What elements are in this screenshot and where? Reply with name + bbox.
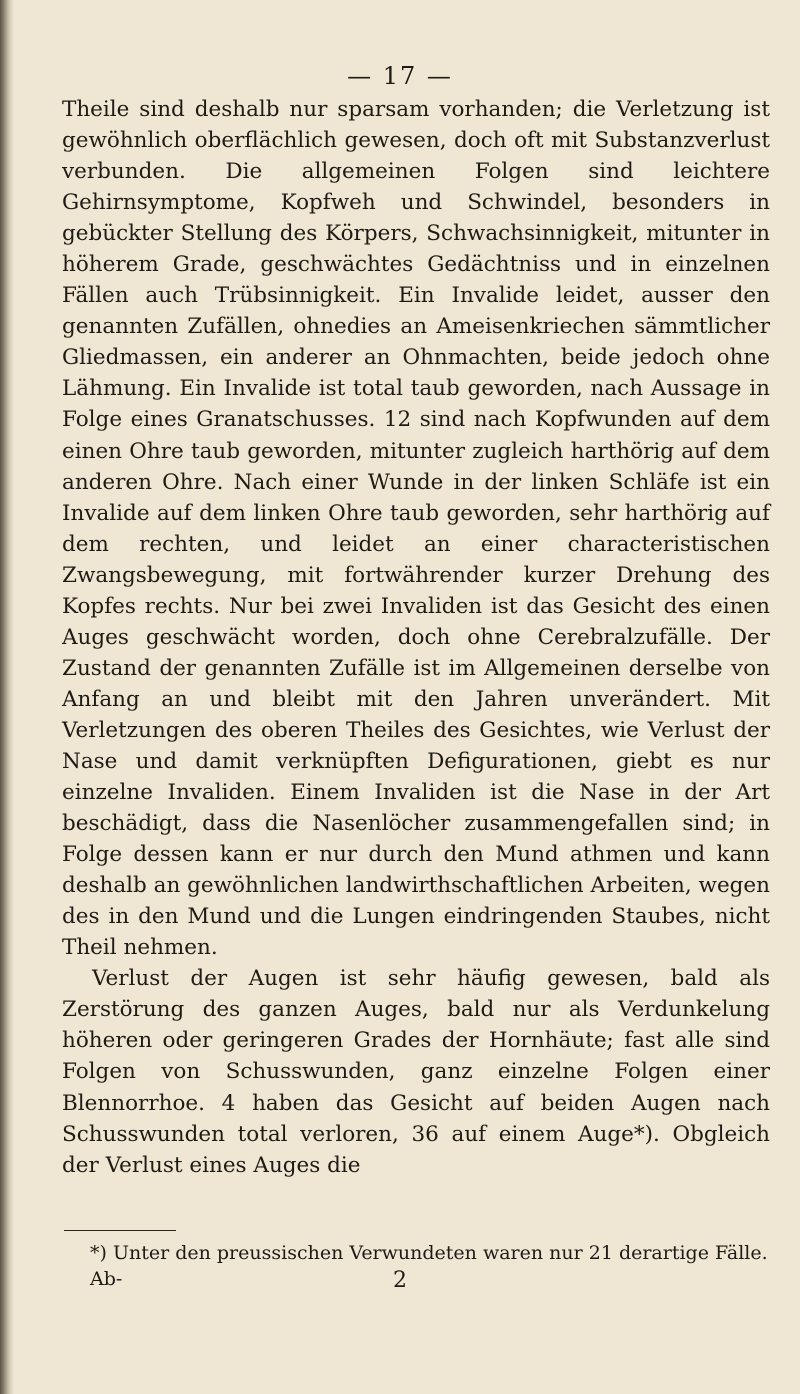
- page-number-header: — 17 —: [347, 62, 453, 90]
- footnote-divider: [64, 1230, 176, 1231]
- page-binding-shadow: [0, 0, 14, 1394]
- signature-mark: 2: [393, 1268, 407, 1293]
- paragraph-1: Theile sind deshalb nur sparsam vorhanden; die Verletzung ist gewöhnlich oberflächlich gewesen, doch oft mit Substanzverlust verbunden. Die allgemeinen Folgen sind leichtere Gehirnsymptome, Kopfweh und Schwindel, besonders in gebückter Stellung des Körpers, Schwachsinnigkeit, mitunter in höherem Grade, geschwächtes Gedächtniss und in einzelnen Fällen auch Trübsinnigkeit. Ein Invalide leidet, ausser den genannten Zufällen, ohnedies an Ameisenkriechen sämmtlicher Gliedmassen, ein anderer an Ohnmachten, beide jedoch ohne Lähmung. Ein Invalide ist total taub geworden, nach Aussage in Folge eines Granatschusses. 12 sind nach Kopfwunden auf dem einen Ohre taub geworden, mitunter zugleich harthörig auf dem anderen Ohre. Nach einer Wunde in der linken Schläfe ist ein Invalide auf dem linken Ohre taub geworden, sehr harthörig auf dem rechten, und leidet an einer characteristischen Zwangsbewegung, mit fortwährender kurzer Drehung des Kopfes rechts. Nur bei zwei Invaliden ist das Gesicht des einen Auges geschwächt worden, doch ohne Cerebralzufälle. Der Zustand der genannten Zufälle ist im Allgemeinen derselbe von Anfang an und bleibt mit den Jahren unverändert. Mit Verletzungen des oberen Theiles des Gesichtes, wie Verlust der Nase und damit verknüpften Defigurationen, giebt es nur einzelne Invaliden. Einem Invaliden ist die Nase in der Art beschädigt, dass die Nasenlöcher zusammengefallen sind; in Folge dessen kann er nur durch den Mund athmen und kann deshalb an gewöhnlichen landwirthschaftlichen Arbeiten, wegen des in den Mund und die Lungen eindringenden Staubes, nicht Theil nehmen.: [62, 97, 770, 961]
- footnote: *) Unter den preussischen Verwundeten waren nur 21 derartige Fälle. Ab-: [90, 1242, 768, 1290]
- body-text: [62, 94, 770, 1181]
- paragraph-2: Verlust der Augen ist sehr häufig gewesen, bald als Zerstörung des ganzen Auges, bald nur als Verdunkelung höheren oder geringeren Grades der Hornhäute; fast alle sind Folgen von Schusswunden, ganz einzelne Folgen einer Blennorrhoe. 4 haben das Gesicht auf beiden Augen nach Schusswunden total verloren, 36 auf einem Auge*). Obgleich der Verlust eines Auges die: [62, 966, 770, 1178]
